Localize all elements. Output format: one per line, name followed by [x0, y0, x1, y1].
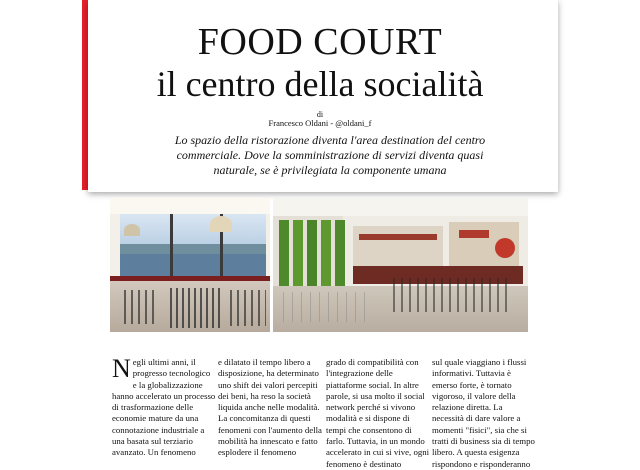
byline: Francesco Oldani - @oldani_f	[268, 118, 372, 128]
body-column-1	[112, 354, 216, 459]
article-title: FOOD COURT	[197, 21, 443, 63]
article-subtitle: il centro della socialità	[156, 64, 484, 104]
lead-paragraph: Lo spazio della ristorazione diventa l'area destination del centro commerciale. Dove la somministrazione di servizi diventa quasi naturale, se è privilegiata la componente umana	[174, 133, 486, 177]
photo-food-court	[273, 198, 528, 332]
body-column-4: sul quale viaggiano i flussi informativi. Tuttavia è emerso forte, è tornato vigoroso, il valore della relazione diretta. La necessità di dare valore a momenti "fisici", sia che si tratti di business sia di tempo libero. A questa esigenza rispondono e risponderanno	[432, 357, 535, 469]
photo-dining-lake	[110, 198, 270, 332]
byline-prefix: di	[316, 110, 324, 119]
body-column-2: e dilatato il tempo libero a disposizione, ha determinato uno shift dei valori percepiti dei beni, ha reso la società liquida anche nelle modalità. La concomitanza di questi fenomeni con l'aumento della mobilità ha innescato e fatto esplodere il fenomeno	[218, 357, 322, 458]
body-column-1-text: egli ultimi anni, il progresso tecnologico e la globalizzazione hanno accelerato un processo di trasformazione delle economie mature da una connotazione industriale a una basata sul terziario avanzato. Un fenomeno	[112, 357, 216, 458]
dropcap: N	[112, 354, 131, 383]
body-column-3: grado di compatibilità con l'integrazione delle piattaforme social. In altre parole, si usa molto il social network perché si vivono modalità e si dispone di tempi che consentono di farlo. Tuttavia, in un mondo accelerato in cui si vive, ogni fenomeno è destinato	[326, 357, 430, 469]
